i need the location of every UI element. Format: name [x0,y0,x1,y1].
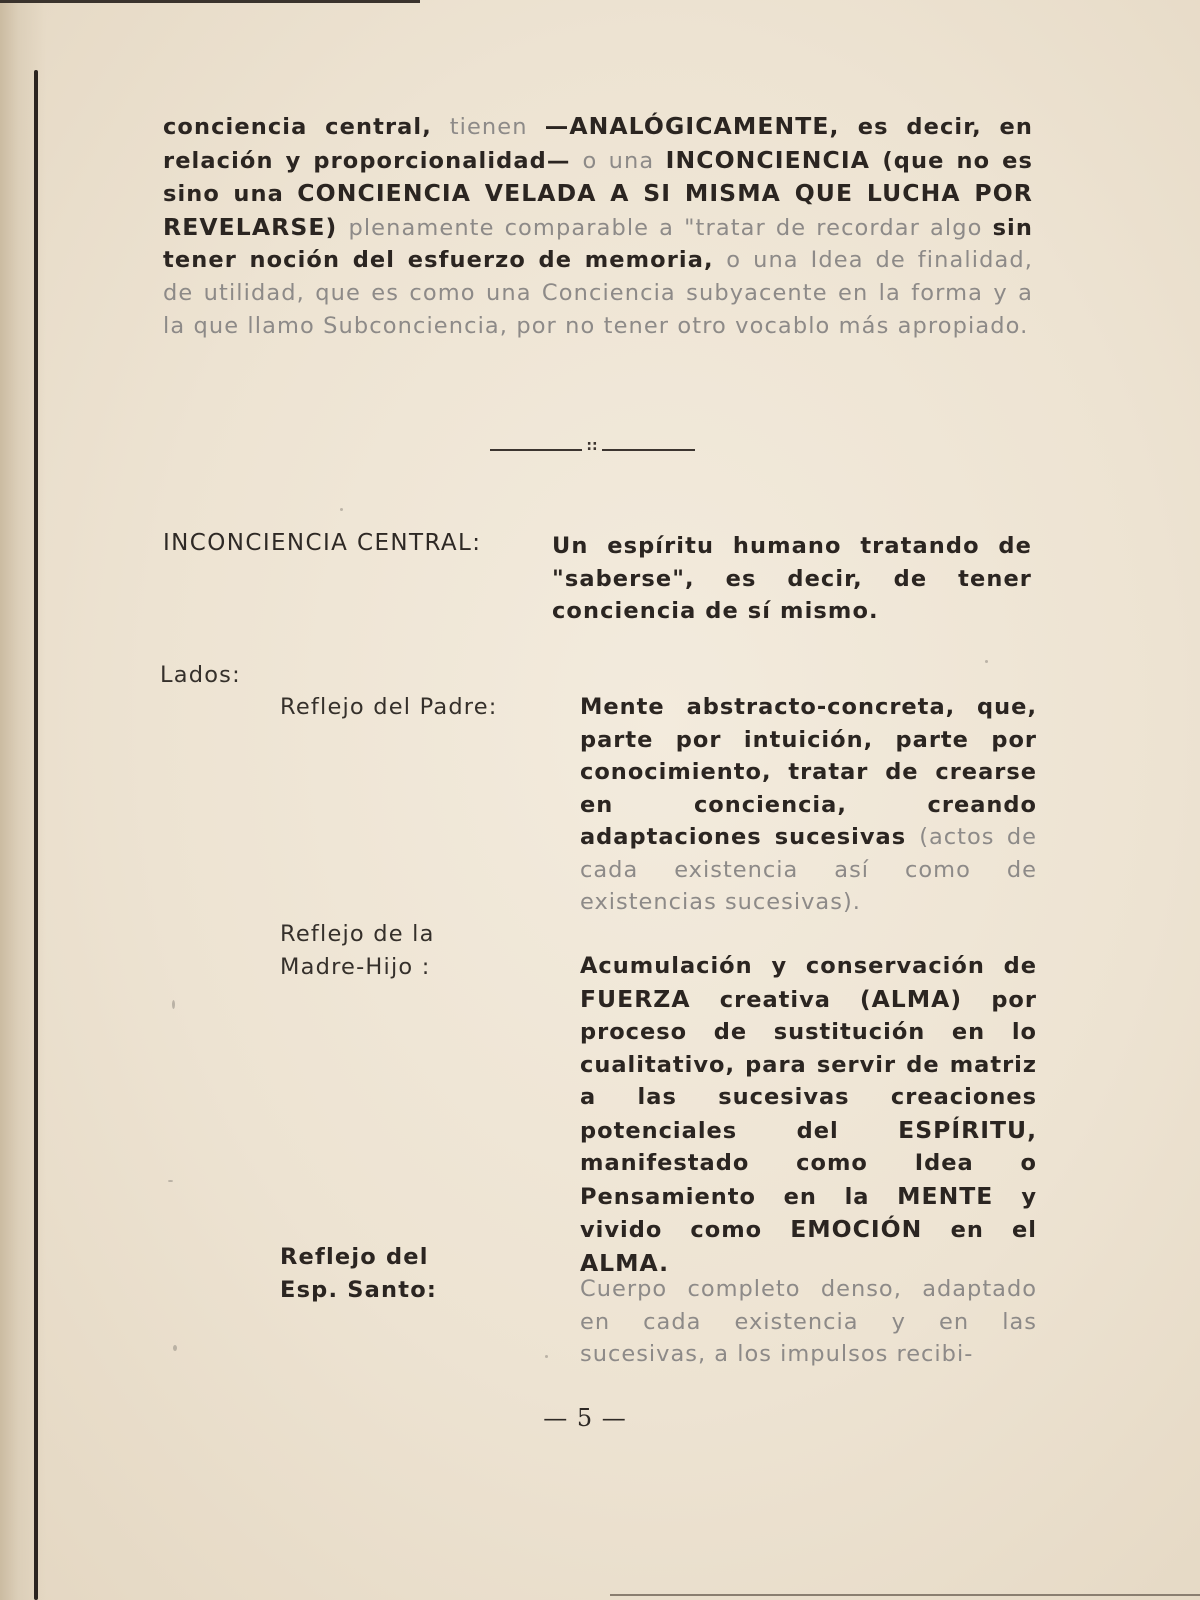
paper-speck [168,1180,173,1182]
side-term-line: Reflejo del Padre: [280,694,498,720]
central-definition: Un espíritu humano tratando de "saberse", es decir, de tener conciencia de sí mismo. [552,533,1032,624]
side-term-line: Madre-Hijo : [280,953,431,980]
paper-speck [173,1345,177,1351]
text-segment: creativa [719,986,860,1013]
text-segment: (ALMA) [859,984,992,1013]
paper-speck [985,660,988,663]
text-segment: Cuerpo completo denso, adaptado en cada existencia y en las sucesivas, a los impulsos recibi- [580,1276,1037,1367]
bottom-edge-rule [610,1594,1200,1596]
text-segment: Mente abstracto-concreta, que, parte por intuición, parte por conocimiento, tratar de crearse en conciencia, creando adaptaciones sucesivas [580,694,1037,850]
text-segment: o una [582,147,666,174]
text-segment: FUERZA [580,984,720,1013]
text-segment: —ANALÓGICAMENTE, [544,112,858,140]
text-segment: EMOCIÓN [790,1215,951,1243]
text-segment: (que no es sino una [163,147,1034,208]
side-definition-holy-spirit [580,1273,1037,1371]
side-term-holy-spirit [280,1241,437,1306]
text-segment: por proceso de sustitución en lo cualitativo, para servir de matriz a las sucesivas creaciones potenciales del [580,986,1037,1144]
section-divider [490,440,695,460]
text-segment: INCONCIENCIA [665,145,883,174]
top-edge-rule [0,0,420,3]
text-segment: Acumulación y conservación de [580,953,1037,979]
side-definition-mother-son [580,950,1037,1280]
text-segment: es decir, en relación y proporcionalidad— [163,114,1034,174]
side-term-mother-son [280,918,435,983]
text-segment: conciencia central, [163,114,450,140]
paper-speck [172,1000,175,1009]
side-term-line: Reflejo de la [280,921,435,947]
sides-label: Lados: [160,662,241,688]
divider-ornament: :: [586,438,598,454]
text-segment: tienen [449,114,545,140]
central-term: INCONCIENCIA CENTRAL: [163,530,482,556]
text-segment: CONCIENCIA VELADA A SI MISMA QUE LUCHA POR REVELARSE) [163,179,1033,241]
text-segment: MENTE [897,1181,1022,1210]
page-binding-shadow [0,0,46,1600]
page-number: — 5 — [543,1404,627,1432]
text-segment: ALMA. [580,1248,670,1277]
text-segment: ESPÍRITU, [898,1115,1037,1144]
divider-line-right [602,449,695,451]
text-segment: en el [950,1217,1038,1243]
side-term-line: Reflejo del [280,1244,429,1270]
side-term-father [280,691,498,724]
side-definition-father [580,691,1037,919]
text-segment: y vivido como [580,1183,1038,1243]
paper-speck [545,1355,548,1358]
text-segment: plenamente comparable a "tratar de recordar algo [348,214,993,241]
divider-line-left [490,449,582,451]
text-segment: (actos de cada existencia así como de existencias sucesivas). [580,824,1037,915]
text-segment: manifestado como Idea o Pensamiento en la [580,1150,1037,1210]
binding-edge [34,70,38,1600]
intro-paragraph [163,110,1033,342]
text-segment: o una Idea de finalidad, de utilidad, que es como una Conciencia subyacente en la forma y a la que llamo Subconciencia, por no tener otro vocablo más apropiado. [163,247,1034,339]
text-segment: sin tener noción del esfuerzo de memoria, [163,214,1033,274]
paper-speck [340,508,343,511]
side-term-line: Esp. Santo: [280,1276,438,1303]
